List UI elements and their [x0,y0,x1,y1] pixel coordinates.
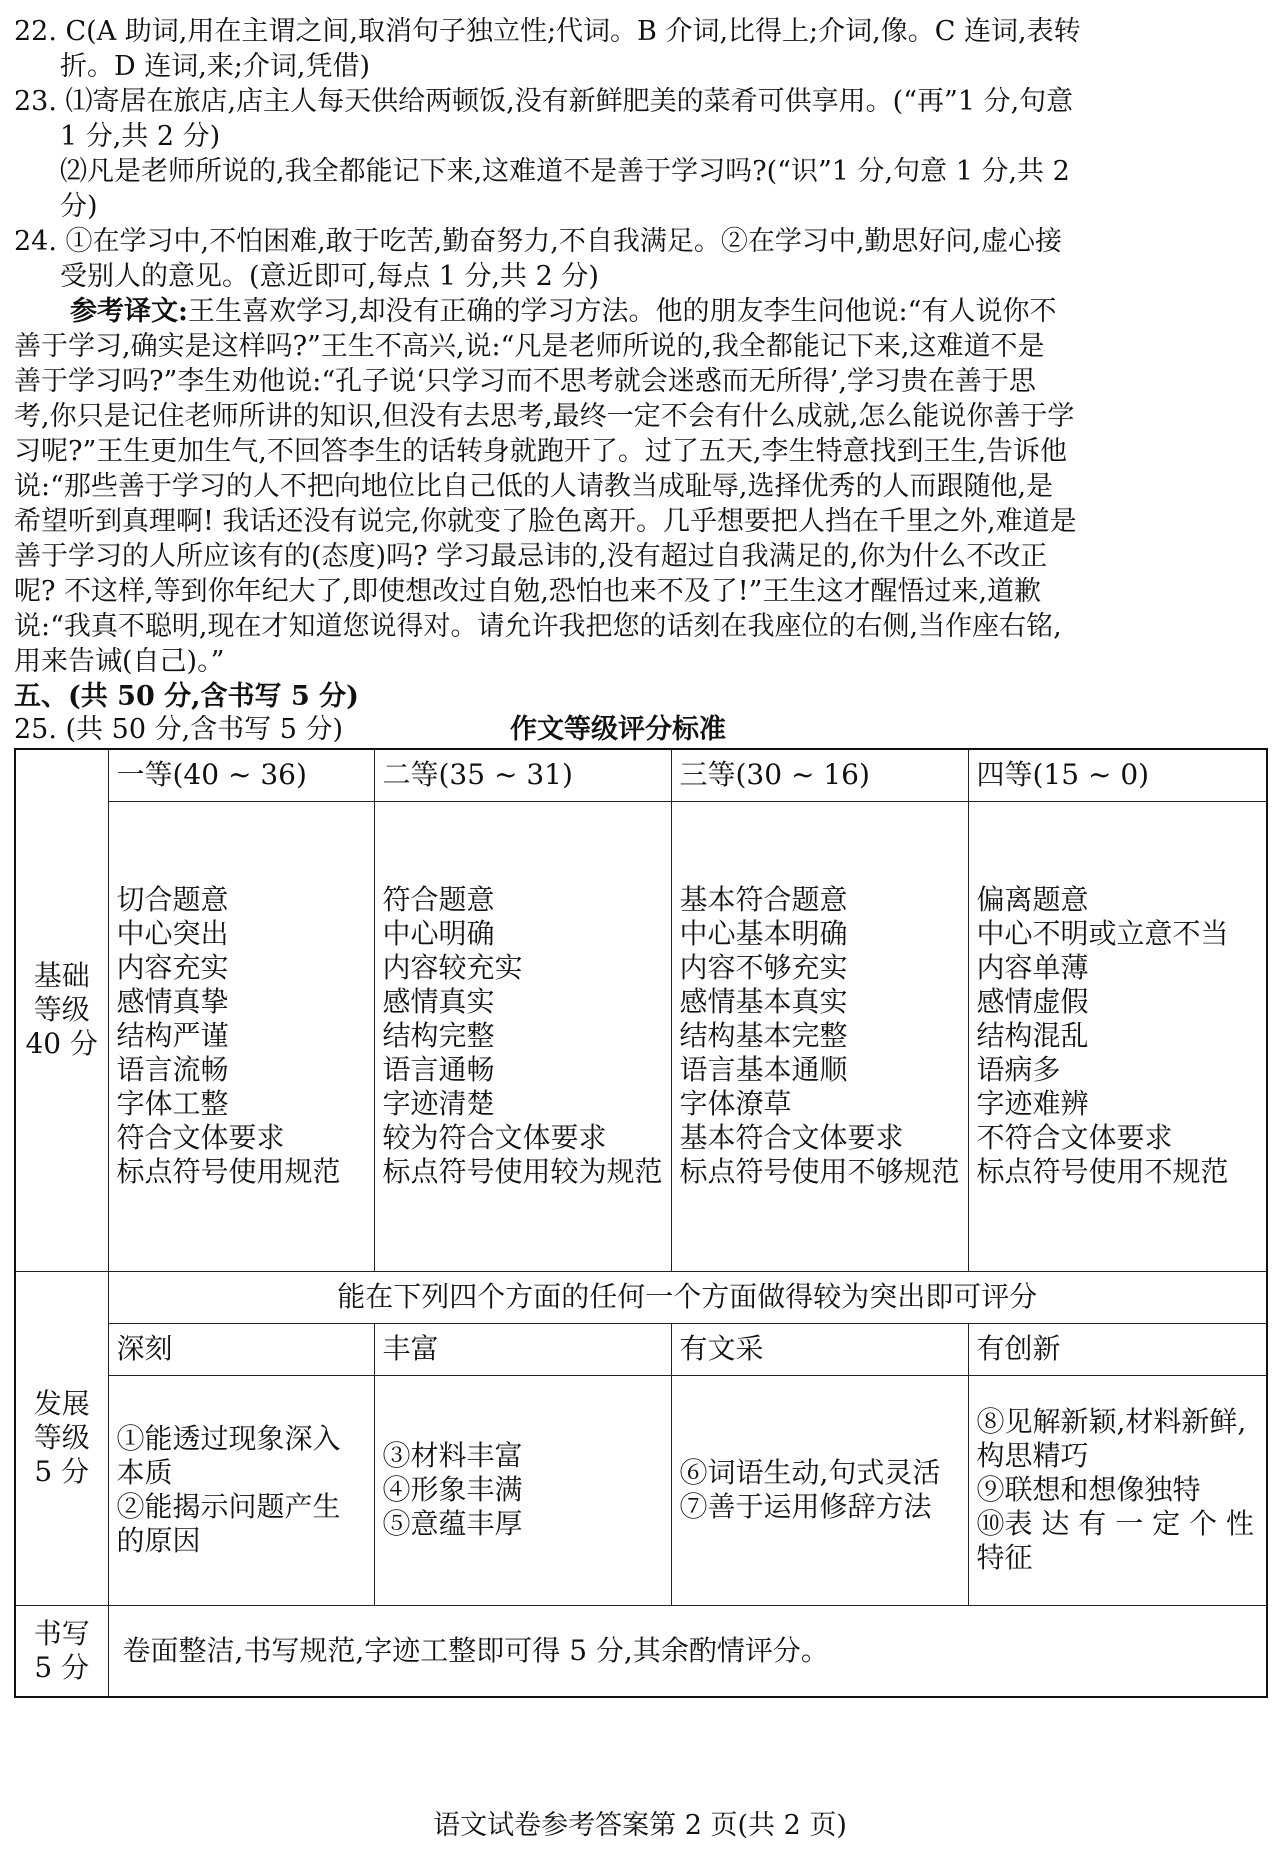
translation-line-6: 说:“那些善于学习的人不把向地位比自己低的人请教当成耻辱,选择优秀的人而跟随他,是 [14,471,1054,502]
development-criteria-row [15,1375,1267,1605]
grading-table [14,748,1268,1698]
basic-criteria-grade-4: 偏离题意 中心不明或立意不当 内容单薄 感情虚假 结构混乱 语病多 字迹难辨 不符合文体要求 标点符号使用不规范 [968,801,1267,1271]
translation-line-8: 善于学习的人所应该有的(态度)吗? 学习最忌讳的,没有超过自我满足的,你为什么不改正 [14,541,1048,572]
translation-line-3: 善于学习吗?”李生劝他说:“孔子说‘只学习而不思考就会迷惑而无所得’,学习贵在善于思 [14,366,1036,397]
development-criteria-3: ⑥词语生动,句式灵活 ⑦善于运用修辞方法 [671,1375,968,1605]
development-header-3: 有文采 [671,1323,968,1375]
translation-line-4: 考,你只是记住老师所讲的知识,但没有去思考,最终一定不会有什么成就,怎么能说你善于学 [14,401,1075,432]
q23-part2-line1: ⑵凡是老师所说的,我全都能记下来,这难道不是善于学习吗?(“识”1 分,句意 1 分,共 2 [60,156,1070,187]
q23-part2-line2: 分) [60,191,98,222]
development-criteria-4: ⑧见解新颖,材料新鲜, 构思精巧 ⑨联想和想像独特 ⑩表 达 有 一 定 个 性 特征 [968,1375,1267,1605]
development-header-4: 有创新 [968,1323,1267,1375]
grade-header-1: 一等(40 ~ 36) [108,749,374,801]
development-header-1: 深刻 [108,1323,374,1375]
translation-line-10: 说:“我真不聪明,现在才知道您说得对。请允许我把您的话刻在我座位的右侧,当作座右铭, [14,611,1062,642]
grade-header-2: 二等(35 ~ 31) [374,749,671,801]
basic-criteria-row [15,801,1267,1271]
translation-line-5: 习呢?”王生更加生气,不回答李生的话转身就跑开了。过了五天,李生特意找到王生,告诉他 [14,436,1068,467]
development-note: 能在下列四个方面的任何一个方面做得较为突出即可评分 [108,1271,1267,1323]
basic-criteria-grade-1: 切合题意 中心突出 内容充实 感情真挚 结构严谨 语言流畅 字体工整 符合文体要求 标点符号使用规范 [108,801,374,1271]
basic-criteria-grade-2: 符合题意 中心明确 内容较充实 感情真实 结构完整 语言通畅 字迹清楚 较为符合文体要求 标点符号使用较为规范 [374,801,671,1271]
writing-row [15,1605,1267,1697]
writing-criteria: 卷面整洁,书写规范,字迹工整即可得 5 分,其余酌情评分。 [108,1605,1267,1697]
development-header-row [15,1323,1267,1375]
grade-header-4: 四等(15 ~ 0) [968,749,1267,801]
basic-level-label: 基础 等级 40 分 [15,749,108,1271]
grade-header-row [15,749,1267,801]
grade-header-3: 三等(30 ~ 16) [671,749,968,801]
translation-line-2: 善于学习,确实是这样吗?”王生不高兴,说:“凡是老师所说的,我全都能记下来,这难道不是 [14,331,1045,362]
development-header-2: 丰富 [374,1323,671,1375]
q25-heading: 25. (共 50 分,含书写 5 分) [14,714,344,745]
q24-line2: 受别人的意见。(意近即可,每点 1 分,共 2 分) [60,261,599,292]
development-criteria-1: ①能透过现象深入 本质 ②能揭示问题产生 的原因 [108,1375,374,1605]
section-5-heading: 五、(共 50 分,含书写 5 分) [14,681,359,712]
development-level-label: 发展 等级 5 分 [15,1271,108,1605]
translation-line-11: 用来告诫(自己)。” [14,646,225,677]
development-criteria-2: ③材料丰富 ④形象丰满 ⑤意蕴丰厚 [374,1375,671,1605]
table-title: 作文等级评分标准 [510,714,726,745]
writing-label: 书写 5 分 [15,1605,108,1697]
translation-label: 参考译文: [70,296,188,327]
q24-line1: 24. ①在学习中,不怕困难,敢于吃苦,勤奋努力,不自我满足。②在学习中,勤思好问,虚心接 [14,226,1063,257]
q22-line2: 折。D 连词,来;介词,凭借) [60,51,371,82]
basic-criteria-grade-3: 基本符合题意 中心基本明确 内容不够充实 感情基本真实 结构基本完整 语言基本通顺 字体潦草 基本符合文体要求 标点符号使用不够规范 [671,801,968,1271]
page-footer: 语文试卷参考答案第 2 页(共 2 页) [433,1810,847,1841]
q22-line1: 22. C(A 助词,用在主谓之间,取消句子独立性;代词。B 介词,比得上;介词,像。C 连词,表转 [14,16,1081,47]
q23-part1-line1: 23. ⑴寄居在旅店,店主人每天供给两顿饭,没有新鲜肥美的菜肴可供享用。(“再”1 分,句意 [14,86,1074,117]
translation-line-9: 呢? 不这样,等到你年纪大了,即使想改过自勉,恐怕也来不及了!”王生这才醒悟过来,道歉 [14,576,1042,607]
translation-line-7: 希望听到真理啊! 我话还没有说完,你就变了脸色离开。几乎想要把人挡在千里之外,难道是 [14,506,1077,537]
q23-part1-line2: 1 分,共 2 分) [60,121,221,152]
translation-line-1: 参考译文:王生喜欢学习,却没有正确的学习方法。他的朋友李生问他说:“有人说你不 [70,296,1057,327]
development-note-row [15,1271,1267,1323]
